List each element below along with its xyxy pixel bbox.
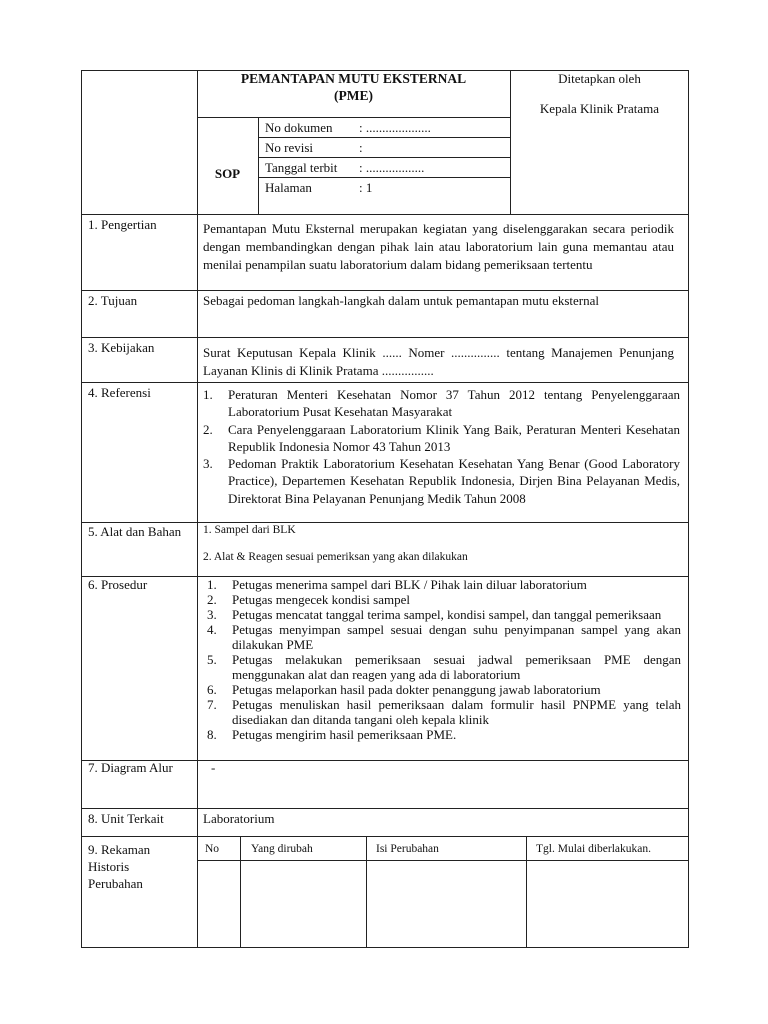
divider [197,860,689,861]
divider [197,214,198,948]
column-header: No [205,843,220,855]
approved-by: Kepala Klinik Pratama [539,101,660,116]
divider [258,137,510,138]
meta-label: No dokumen [265,120,333,135]
divider [81,522,689,523]
divider [81,808,689,809]
divider [81,382,689,383]
divider [258,117,259,214]
section-label-kebijakan: 3. Kebijakan [88,340,155,355]
tujuan-text: Sebagai pedoman langkah-langkah dalam untuk pemantapan mutu eksternal [203,293,600,308]
list-item: 8. Petugas mengirim hasil pemeriksaan PME. [207,727,457,742]
divider [366,836,367,948]
meta-label: No revisi [265,140,314,155]
divider [81,836,689,837]
diagram-text: - [211,760,216,775]
approved-label: Ditetapkan oleh [558,71,641,86]
section-label-unit: 8. Unit Terkait [88,811,164,826]
section-label-pengertian: 1. Pengertian [88,217,157,232]
section-label-diagram: 7. Diagram Alur [88,760,173,775]
divider [258,157,510,158]
list-item: 7. Petugas menuliskan hasil pemeriksaan dalam formulir hasil PNPME yang telah disediakan dan ditanda tangani oleh kepala klinik [207,697,681,727]
divider [197,117,510,118]
meta-value: : .................... [359,120,431,135]
doc-title: PEMANTAPAN MUTU EKSTERNAL [240,71,467,86]
column-header: Yang dirubah [251,843,313,855]
list-item: 5. Petugas melakukan pemeriksaan sesuai jadwal pemeriksaan PME dengan menggunakan alat dan reagen yang ada di laboratorium [207,652,681,682]
divider [258,177,510,178]
divider [81,337,689,338]
referensi-list [203,386,680,507]
unit-text: Laboratorium [203,811,275,826]
alat-item: 1. Sampel dari BLK [203,524,296,536]
section-label-alat: 5. Alat dan Bahan [88,524,182,539]
divider [81,214,689,215]
outer-border [81,70,689,948]
list-item: 1. Peraturan Menteri Kesehatan Nomor 37 Tahun 2012 tentang Penyelenggaraan Laboratorium Pusat Kesehatan Masyarakat [203,387,680,420]
section-label-referensi: 4. Referensi [88,385,151,400]
list-item: 4. Petugas menyimpan sampel sesuai dengan suhu penyimpanan sampel yang akan dilakukan PME [207,622,681,652]
column-header: Isi Perubahan [376,843,439,855]
list-item: 3. Petugas mencatat tanggal terima sampel, kondisi sampel, dan tanggal pemeriksaan [207,607,662,622]
sop-label: SOP [214,166,241,181]
list-item: 2. Cara Penyelenggaraan Laboratorium Klinik Yang Baik, Peraturan Menteri Kesehatan Republik Indonesia Nomor 43 Tahun 2013 [203,421,680,454]
prosedur-list [207,577,681,742]
divider [526,836,527,948]
meta-value: : .................. [359,160,425,175]
meta-value: : [359,140,363,155]
meta-label: Halaman [265,180,312,195]
divider [240,836,241,948]
divider [81,290,689,291]
pengertian-text: Pemantapan Mutu Eksternal merupakan kegiatan yang diselenggarakan secara periodik dengan membandingkan dengan pihak lain atau laboratorium lain guna memantau atau menilai penampilan suatu laboratorium dalam bidang pemeriksaan tertentu [203,221,674,272]
list-item: 2. Petugas mengecek kondisi sampel [207,592,410,607]
column-header: Tgl. Mulai diberlakukan. [536,843,651,855]
list-item: 1. Petugas menerima sampel dari BLK / Pihak lain diluar laboratorium [207,577,587,592]
list-item: 6. Petugas melaporkan hasil pada dokter penanggung jawab laboratorium [207,682,601,697]
kebijakan-text: Surat Keputusan Kepala Klinik ...... Nomer ............... tentang Manajemen Penunjang Layanan Klinis di Klinik Pratama ................ [203,345,674,378]
section-label-prosedur: 6. Prosedur [88,577,148,592]
divider [510,70,511,214]
meta-value: : 1 [359,180,373,195]
section-label-tujuan: 2. Tujuan [88,293,138,308]
meta-label: Tanggal terbit [265,160,338,175]
alat-item: 2. Alat & Reagen sesuai pemeriksan yang akan dilakukan [203,551,468,563]
list-item: 3. Pedoman Praktik Laboratorium Kesehatan Kesehatan Yang Benar (Good Laboratory Practice), Departemen Kesehatan Republik Indonesia, Dirjen Bina Pelayanan Medis, Direktorat Bina Pelayanan Penunjang Medik Tahun 2008 [203,456,680,506]
section-label-rekaman: 9. Rekaman Historis Perubahan [88,842,151,891]
doc-subtitle: (PME) [334,88,373,103]
